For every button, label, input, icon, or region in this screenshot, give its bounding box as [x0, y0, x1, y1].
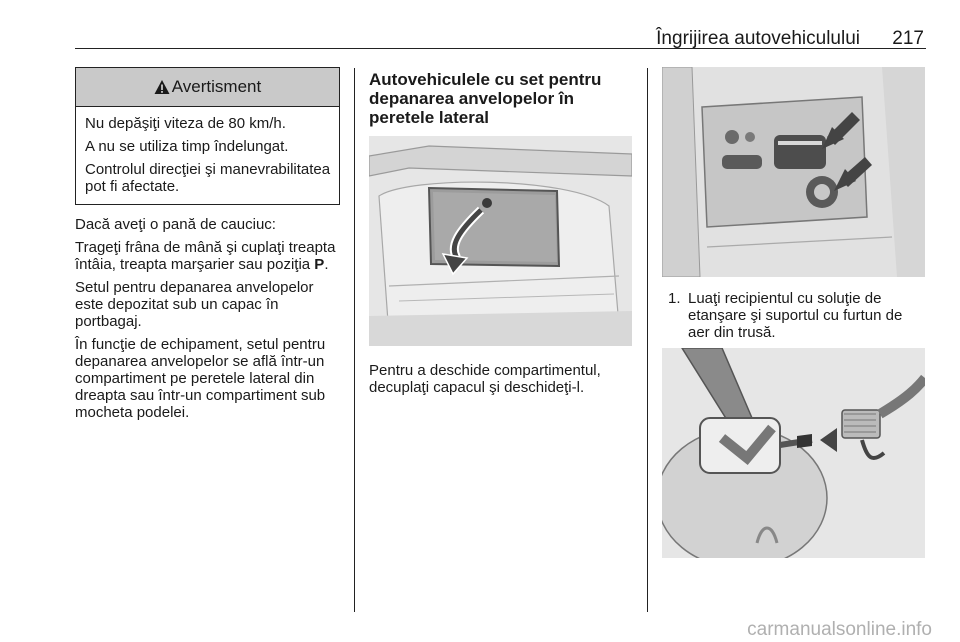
column-divider-left [354, 68, 355, 612]
page-title: Îngrijirea autovehiculului [656, 28, 860, 49]
trunk-compartment-illustration [369, 136, 632, 346]
warning-line: A nu se utiliza timp îndelungat. [85, 138, 289, 155]
page-header [75, 24, 926, 48]
column-1-text [75, 216, 343, 427]
paragraph: Setul pentru depanarea anvelopelor este depozitat sub un capac în portbagaj. [75, 279, 314, 330]
warning-line: Controlul direcţiei şi manevrabilitatea pot fi afectate. [85, 161, 331, 195]
watermark-text: carmanualsonline.info [747, 619, 932, 640]
warning-line: Nu depăşiţi viteza de 80 km/h. [85, 115, 286, 132]
warning-triangle-icon [154, 79, 170, 95]
paragraph: În funcţie de echipament, setul pentru depanarea anvelopelor se află într-un compartiment pe peretele lateral din dreapta sau într-un compartiment sub mocheta podelei. [75, 336, 326, 421]
step-text: Luaţi recipientul cu soluţie de etanşare şi suportul cu furtun de aer din trusă. [688, 290, 903, 341]
warning-heading: Avertisment [171, 77, 262, 96]
paragraph [75, 239, 343, 273]
paragraph: Dacă aveţi o pană de cauciuc: [75, 216, 276, 233]
warning-body [76, 107, 339, 195]
column-divider-right [647, 68, 648, 612]
header-divider [75, 48, 926, 49]
sealant-bottle-illustration [662, 348, 925, 558]
warning-box [75, 67, 340, 205]
warning-header [76, 68, 339, 107]
paragraph-end: . [324, 256, 329, 273]
paragraph-text: Trageţi frâna de mână şi cuplaţi treapta întâia, treapta marşarier sau poziţia [75, 239, 336, 273]
section-title: Autovehiculele cu set pentru depanarea anvelopelor în peretele lateral [369, 70, 602, 127]
step-number: 1. [668, 290, 681, 307]
gear-position-label: P [314, 256, 325, 273]
page-number: 217 [892, 28, 924, 49]
kit-compartment-illustration [662, 67, 925, 277]
figure-caption: Pentru a deschide compartimentul, decuplaţi capacul şi deschideţi-l. [369, 362, 601, 396]
